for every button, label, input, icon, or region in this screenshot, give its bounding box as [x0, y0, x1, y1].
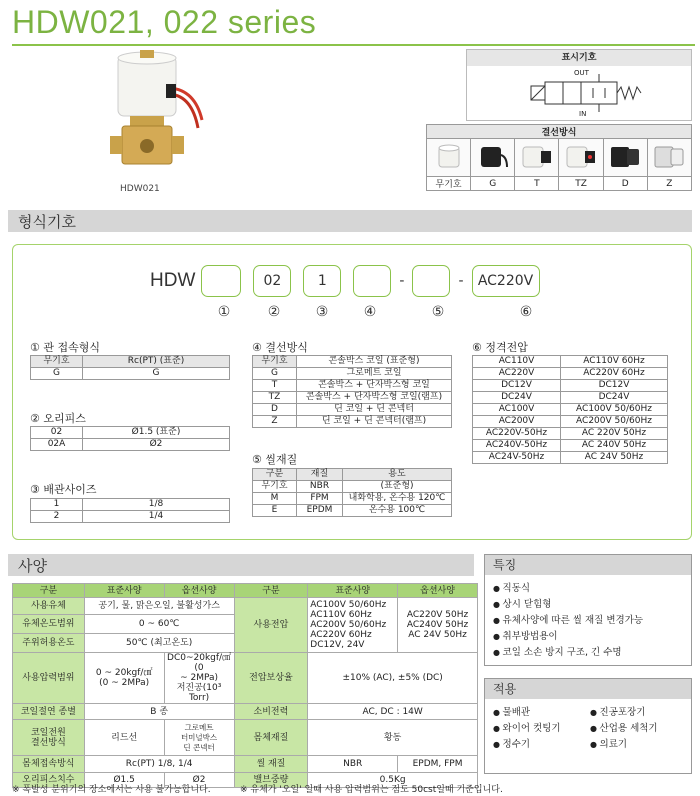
cell: AC220V-50Hz	[473, 428, 561, 440]
voltage-title: ⑥ 정격전압	[472, 341, 528, 354]
pipe-table	[30, 498, 230, 523]
spec-value: DC0~20kgf/㎠ (0 ~ 2MPa) 저진공(10³ Torr)	[164, 653, 234, 704]
cell: G	[31, 368, 83, 380]
spec-head: 표준사양	[84, 584, 164, 598]
conn-label: T	[515, 177, 559, 191]
port-title: ① 관 접속형식	[30, 341, 100, 354]
cell: 무기호	[253, 481, 297, 493]
features-title: 특징	[485, 555, 691, 575]
application-item: ● 진공포장기	[590, 705, 683, 721]
model-section-title: 형식기호	[18, 213, 76, 231]
cell: Rc(PT) (표준)	[83, 356, 230, 368]
application-item: ● 물배관	[493, 705, 586, 721]
code-box-pipe: 1	[303, 265, 341, 297]
feature-item: ● 코일 소손 방지 구조, 긴 수명	[493, 645, 683, 661]
code-dash: -	[399, 273, 405, 289]
coil-terminal-lamp-icon	[559, 139, 603, 177]
spec-value: 그로메트 터미널박스 딘 콘넥터	[164, 720, 234, 756]
application-item: ● 산업용 세척기	[590, 721, 683, 737]
cell: AC 220V 50Hz	[561, 428, 668, 440]
orifice-table	[30, 426, 230, 451]
coil-grommet-icon	[471, 139, 515, 177]
spec-head: 구분	[13, 584, 85, 598]
conn-label: 무기호	[427, 177, 471, 191]
spec-section-bar	[8, 554, 474, 576]
cell: 02	[31, 427, 83, 439]
spec-table	[12, 583, 478, 788]
cell: Ø2	[83, 439, 230, 451]
cell: Ø1.5 (표준)	[83, 427, 230, 439]
applications-title: 적용	[485, 679, 691, 699]
feature-item: ● 직동식	[493, 581, 683, 597]
model-code-row	[150, 264, 540, 298]
cell: AC24V-50Hz	[473, 452, 561, 464]
voltage-table	[472, 355, 668, 464]
spec-value: B 종	[84, 704, 234, 720]
cell: 콘솔박스 코일 (표준형)	[297, 356, 452, 368]
cell: 용도	[343, 469, 452, 481]
cell: T	[253, 380, 297, 392]
cell: AC240V-50Hz	[473, 440, 561, 452]
code-box-port	[201, 265, 241, 297]
cell: AC110V 60Hz	[561, 356, 668, 368]
cell: 02A	[31, 439, 83, 451]
coil-din-lamp-icon	[647, 139, 691, 177]
cell: 내화학용, 온수용 120℃	[343, 493, 452, 505]
spec-label: 사용전압	[234, 598, 308, 653]
cell: AC100V 50/60Hz	[561, 404, 668, 416]
cell: AC110V	[473, 356, 561, 368]
cell: DC24V	[473, 392, 561, 404]
connection-header: 결선방식	[427, 125, 692, 139]
spec-head: 옵션사양	[398, 584, 478, 598]
spec-head: 구분	[234, 584, 308, 598]
applications-box	[484, 678, 692, 774]
coil-standard-icon	[427, 139, 471, 177]
code-number: ⑤	[431, 304, 445, 320]
model-section-bar	[8, 210, 692, 232]
spec-label: 몸체접속방식	[13, 756, 85, 773]
cell: G	[83, 368, 230, 380]
spec-value: AC100V 50/60Hz AC110V 60Hz AC200V 50/60Hz AC220V 60Hz DC12V, 24V	[308, 598, 398, 653]
cell: G	[253, 368, 297, 380]
spec-value: 황동	[308, 720, 478, 756]
title-underline	[12, 44, 695, 46]
cell: TZ	[253, 392, 297, 404]
cell: AC200V	[473, 416, 561, 428]
conn-label: TZ	[559, 177, 603, 191]
spec-value: NBR	[308, 756, 398, 773]
symbol-header: 표시기호	[467, 50, 691, 66]
cell: 콘솔박스 + 단자박스형 코일	[297, 380, 452, 392]
code-box-orifice: 02	[253, 265, 291, 297]
cell: 온수용 100℃	[343, 505, 452, 517]
cell: DC24V	[561, 392, 668, 404]
coil-din-icon	[603, 139, 647, 177]
cell: 콘솔박스 + 단자박스형 코일(램프)	[297, 392, 452, 404]
cell: AC 240V 50Hz	[561, 440, 668, 452]
spec-value: Rc(PT) 1/8, 1/4	[84, 756, 234, 773]
spec-label: 오리피스치수	[13, 773, 85, 788]
cell: Z	[253, 416, 297, 428]
cell: 딘 코일 + 딘 콘넥터	[297, 404, 452, 416]
spec-head: 표준사양	[308, 584, 398, 598]
cell: NBR	[297, 481, 343, 493]
code-number: ②	[267, 304, 281, 320]
feature-item: ● 유체사양에 따른 씰 재질 변경가능	[493, 613, 683, 629]
in-label: IN	[579, 110, 587, 118]
application-item: ● 정수기	[493, 737, 586, 753]
code-number: ⑥	[519, 304, 533, 320]
cell: 1	[31, 499, 83, 511]
cell: 무기호	[253, 356, 297, 368]
application-item: ● 의료기	[590, 737, 683, 753]
conn-label: G	[471, 177, 515, 191]
wiring-table	[252, 355, 452, 428]
model-prefix: HDW	[150, 270, 196, 291]
spec-label: 주위허용온도	[13, 634, 85, 653]
code-box-seal	[412, 265, 450, 297]
footnote-left: ※ 폭발성 분위기의 장소에서는 사용 불가능합니다.	[12, 785, 211, 795]
spec-label: 코일절연 종별	[13, 704, 85, 720]
symbol-box	[466, 49, 692, 121]
cell: 재질	[297, 469, 343, 481]
valve-image	[100, 50, 210, 180]
spec-label: 몸체재질	[234, 720, 308, 756]
cell: AC 24V 50Hz	[561, 452, 668, 464]
seal-title: ⑤ 씰재질	[252, 453, 298, 466]
spec-value: AC220V 50Hz AC240V 50Hz AC 24V 50Hz	[398, 598, 478, 653]
cell: AC220V 60Hz	[561, 368, 668, 380]
cell: 1/8	[83, 499, 230, 511]
cell: 1/4	[83, 511, 230, 523]
spec-label: 씰 재질	[234, 756, 308, 773]
page-title: HDW021, 022 series	[12, 4, 317, 40]
footnote-right: ※ 유체가 '오일' 일때 사용 압력범위는 점도 50cst일때 기준입니다.	[240, 785, 503, 795]
application-item: ● 와이어 컷팅기	[493, 721, 586, 737]
spec-value: 0 ~ 60℃	[84, 615, 234, 634]
spec-value: ±10% (AC), ±5% (DC)	[308, 653, 478, 704]
cell: DC12V	[473, 380, 561, 392]
spec-label: 코일전원 결선방식	[13, 720, 85, 756]
connection-table	[426, 124, 692, 190]
cell: AC220V	[473, 368, 561, 380]
spec-value: 0 ~ 20kgf/㎠ (0 ~ 2MPa)	[84, 653, 164, 704]
spec-value: 0.5Kg	[308, 773, 478, 788]
spec-label: 전압보상율	[234, 653, 308, 704]
cell: AC100V	[473, 404, 561, 416]
cell: EPDM	[297, 505, 343, 517]
port-table	[30, 355, 230, 380]
orifice-title: ② 오리피스	[30, 412, 86, 425]
conn-label: D	[603, 177, 647, 191]
cell: (표준형)	[343, 481, 452, 493]
cell: 딘 코일 + 딘 콘넥터(램프)	[297, 416, 452, 428]
code-dash: -	[458, 273, 464, 289]
spec-value: Ø1.5	[84, 773, 164, 788]
spec-label: 소비전력	[234, 704, 308, 720]
feature-item: ● 상시 닫힘형	[493, 597, 683, 613]
code-number: ③	[315, 304, 329, 320]
spec-value: Ø2	[164, 773, 234, 788]
valve-caption: HDW021	[120, 184, 160, 194]
wiring-title: ④ 결선방식	[252, 341, 308, 354]
cell: M	[253, 493, 297, 505]
coil-terminal-icon	[515, 139, 559, 177]
cell: E	[253, 505, 297, 517]
spec-value: 리드선	[84, 720, 164, 756]
spec-value: EPDM, FPM	[398, 756, 478, 773]
spec-value: 50℃ (최고온도)	[84, 634, 234, 653]
code-box-wiring	[353, 265, 391, 297]
spec-section-title: 사양	[18, 557, 47, 575]
cell: 2	[31, 511, 83, 523]
spec-value: AC, DC : 14W	[308, 704, 478, 720]
cell: AC200V 50/60Hz	[561, 416, 668, 428]
feature-item: ● 취부방법용이	[493, 629, 683, 645]
cell: 구분	[253, 469, 297, 481]
seal-table	[252, 468, 452, 517]
cell: FPM	[297, 493, 343, 505]
spec-value: 공기, 물, 맑은오일, 불활성가스	[84, 598, 234, 615]
out-label: OUT	[574, 69, 589, 77]
features-box	[484, 554, 692, 666]
code-number: ①	[217, 304, 231, 320]
spec-label: 유체온도범위	[13, 615, 85, 634]
cell: DC12V	[561, 380, 668, 392]
spec-head: 옵션사양	[164, 584, 234, 598]
code-number: ④	[363, 304, 377, 320]
spec-label: 사용압력범위	[13, 653, 85, 704]
code-box-voltage: AC220V	[472, 265, 540, 297]
pipe-title: ③ 배관사이즈	[30, 483, 97, 496]
spec-label: 사용유체	[13, 598, 85, 615]
cell: 그로메트 코일	[297, 368, 452, 380]
cell: D	[253, 404, 297, 416]
spec-label: 밸브중량	[234, 773, 308, 788]
conn-label: Z	[647, 177, 691, 191]
cell: 무기호	[31, 356, 83, 368]
